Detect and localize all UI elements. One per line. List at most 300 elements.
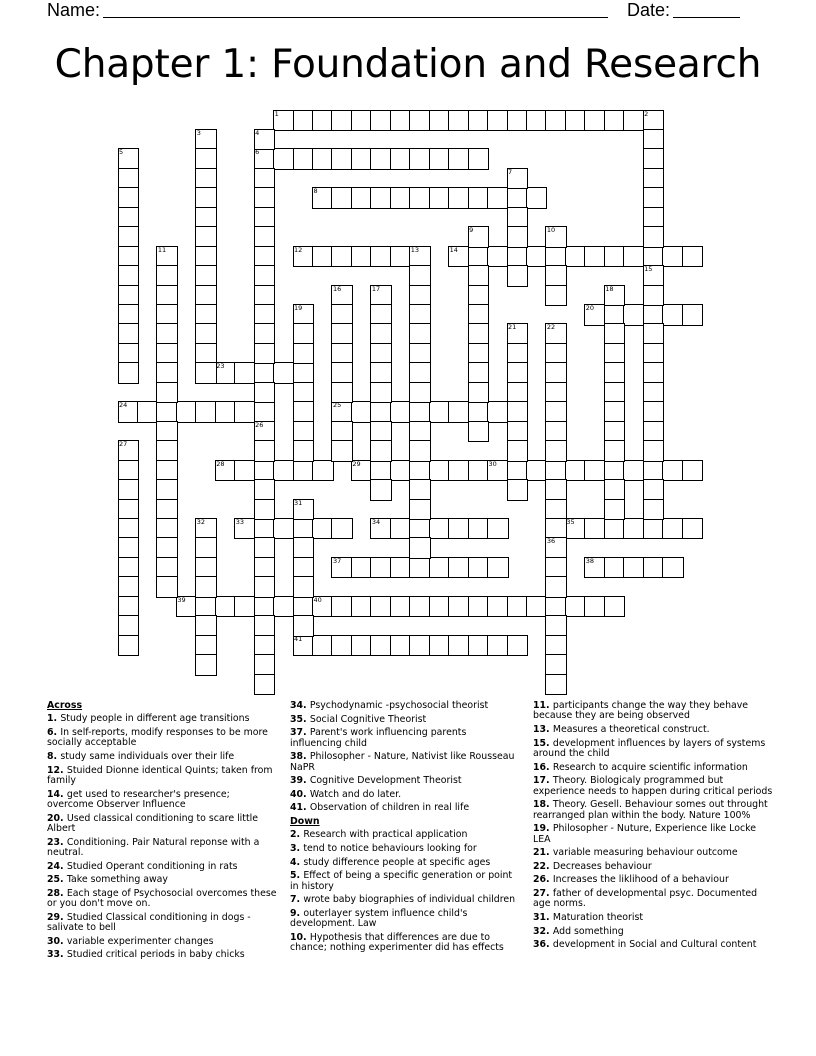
grid-cell[interactable] xyxy=(468,187,490,209)
grid-cell[interactable] xyxy=(643,323,665,345)
grid-cell[interactable] xyxy=(254,479,276,501)
grid-cell[interactable] xyxy=(545,265,567,287)
grid-cell[interactable] xyxy=(195,187,217,209)
grid-cell[interactable] xyxy=(526,110,548,132)
grid-cell[interactable] xyxy=(643,421,665,443)
grid-cell[interactable] xyxy=(293,460,315,482)
grid-cell[interactable] xyxy=(409,110,431,132)
grid-cell[interactable] xyxy=(118,499,140,521)
grid-cell[interactable] xyxy=(312,635,334,657)
grid-cell[interactable] xyxy=(331,421,353,443)
grid-cell[interactable] xyxy=(623,304,645,326)
grid-cell[interactable] xyxy=(195,168,217,190)
grid-cell[interactable] xyxy=(643,304,665,326)
grid-cell[interactable] xyxy=(254,557,276,579)
grid-cell[interactable] xyxy=(118,246,140,268)
grid-cell[interactable] xyxy=(604,499,626,521)
grid-cell[interactable] xyxy=(584,596,606,618)
grid-cell[interactable] xyxy=(429,518,451,540)
grid-cell[interactable] xyxy=(293,596,315,618)
grid-cell[interactable] xyxy=(137,401,159,423)
grid-cell[interactable] xyxy=(156,557,178,579)
grid-cell[interactable] xyxy=(643,207,665,229)
grid-cell[interactable] xyxy=(545,421,567,443)
grid-cell[interactable] xyxy=(604,421,626,443)
grid-cell[interactable] xyxy=(682,304,704,326)
grid-cell[interactable] xyxy=(545,615,567,637)
grid-cell[interactable] xyxy=(351,187,373,209)
grid-cell[interactable] xyxy=(487,246,509,268)
grid-cell[interactable] xyxy=(604,382,626,404)
grid-cell[interactable] xyxy=(507,460,529,482)
grid-cell[interactable] xyxy=(448,518,470,540)
grid-cell[interactable] xyxy=(156,304,178,326)
grid-cell[interactable] xyxy=(293,557,315,579)
grid-cell[interactable] xyxy=(409,499,431,521)
grid-cell[interactable] xyxy=(156,265,178,287)
grid-cell[interactable] xyxy=(254,246,276,268)
grid-cell[interactable] xyxy=(409,596,431,618)
grid-cell[interactable] xyxy=(254,674,276,696)
grid-cell[interactable] xyxy=(507,207,529,229)
grid-cell[interactable] xyxy=(604,479,626,501)
grid-cell[interactable] xyxy=(545,285,567,307)
grid-cell[interactable] xyxy=(273,518,295,540)
grid-cell[interactable] xyxy=(545,576,567,598)
grid-cell[interactable] xyxy=(409,635,431,657)
grid-cell[interactable] xyxy=(156,576,178,598)
grid-cell[interactable] xyxy=(643,246,665,268)
grid-cell[interactable] xyxy=(468,362,490,384)
grid-cell[interactable] xyxy=(448,557,470,579)
grid-cell[interactable] xyxy=(254,518,276,540)
grid-cell[interactable] xyxy=(195,537,217,559)
grid-cell[interactable] xyxy=(293,615,315,637)
grid-cell[interactable] xyxy=(409,557,431,579)
grid-cell[interactable] xyxy=(409,362,431,384)
grid-cell[interactable] xyxy=(409,421,431,443)
grid-cell[interactable] xyxy=(331,440,353,462)
grid-cell[interactable] xyxy=(195,226,217,248)
grid-cell[interactable] xyxy=(507,265,529,287)
grid-cell[interactable] xyxy=(584,518,606,540)
grid-cell[interactable] xyxy=(390,596,412,618)
grid-cell[interactable] xyxy=(195,285,217,307)
grid-cell[interactable] xyxy=(604,596,626,618)
grid-cell[interactable] xyxy=(351,596,373,618)
grid-cell[interactable] xyxy=(468,635,490,657)
grid-cell[interactable] xyxy=(545,382,567,404)
grid-cell[interactable] xyxy=(604,246,626,268)
grid-cell[interactable] xyxy=(623,246,645,268)
grid-cell[interactable] xyxy=(545,518,567,540)
grid-cell[interactable] xyxy=(370,246,392,268)
grid-cell[interactable] xyxy=(254,460,276,482)
grid-cell[interactable] xyxy=(370,148,392,170)
grid-cell[interactable] xyxy=(507,246,529,268)
grid-cell[interactable] xyxy=(273,362,295,384)
grid-cell[interactable] xyxy=(118,168,140,190)
grid-cell[interactable] xyxy=(429,187,451,209)
grid-cell[interactable] xyxy=(254,304,276,326)
grid-cell[interactable] xyxy=(156,343,178,365)
grid-cell[interactable] xyxy=(468,421,490,443)
grid-cell[interactable] xyxy=(293,323,315,345)
grid-cell[interactable] xyxy=(448,460,470,482)
grid-cell[interactable] xyxy=(390,635,412,657)
grid-cell[interactable] xyxy=(507,226,529,248)
grid-cell[interactable] xyxy=(643,479,665,501)
grid-cell[interactable] xyxy=(293,440,315,462)
grid-cell[interactable] xyxy=(293,401,315,423)
grid-cell[interactable] xyxy=(448,596,470,618)
grid-cell[interactable] xyxy=(312,460,334,482)
grid-cell[interactable] xyxy=(215,596,237,618)
grid-cell[interactable] xyxy=(545,635,567,657)
grid-cell[interactable] xyxy=(468,285,490,307)
grid-cell[interactable] xyxy=(545,654,567,676)
grid-cell[interactable] xyxy=(370,110,392,132)
grid-cell[interactable] xyxy=(195,362,217,384)
grid-cell[interactable] xyxy=(409,479,431,501)
grid-cell[interactable] xyxy=(468,304,490,326)
grid-cell[interactable] xyxy=(468,323,490,345)
grid-cell[interactable] xyxy=(604,110,626,132)
grid-cell[interactable] xyxy=(507,382,529,404)
grid-cell[interactable] xyxy=(643,187,665,209)
grid-cell[interactable] xyxy=(195,635,217,657)
grid-cell[interactable] xyxy=(682,246,704,268)
grid-cell[interactable] xyxy=(507,421,529,443)
grid-cell[interactable] xyxy=(254,615,276,637)
grid-cell[interactable] xyxy=(662,246,684,268)
grid-cell[interactable] xyxy=(370,343,392,365)
grid-cell[interactable] xyxy=(195,654,217,676)
grid-cell[interactable] xyxy=(156,285,178,307)
grid-cell[interactable] xyxy=(662,460,684,482)
grid-cell[interactable] xyxy=(156,460,178,482)
grid-cell[interactable] xyxy=(118,226,140,248)
grid-cell[interactable] xyxy=(156,382,178,404)
grid-cell[interactable] xyxy=(254,635,276,657)
grid-cell[interactable] xyxy=(370,440,392,462)
grid-cell[interactable] xyxy=(643,401,665,423)
grid-cell[interactable] xyxy=(507,596,529,618)
grid-cell[interactable] xyxy=(118,343,140,365)
grid-cell[interactable] xyxy=(293,576,315,598)
grid-cell[interactable] xyxy=(273,460,295,482)
grid-cell[interactable] xyxy=(370,421,392,443)
grid-cell[interactable] xyxy=(429,460,451,482)
grid-cell[interactable] xyxy=(370,635,392,657)
grid-cell[interactable] xyxy=(409,460,431,482)
grid-cell[interactable] xyxy=(234,596,256,618)
grid-cell[interactable] xyxy=(254,401,276,423)
grid-cell[interactable] xyxy=(662,518,684,540)
grid-cell[interactable] xyxy=(195,615,217,637)
grid-cell[interactable] xyxy=(254,187,276,209)
grid-cell[interactable] xyxy=(195,596,217,618)
grid-cell[interactable] xyxy=(293,362,315,384)
grid-cell[interactable] xyxy=(526,187,548,209)
grid-cell[interactable] xyxy=(293,537,315,559)
grid-cell[interactable] xyxy=(545,499,567,521)
grid-cell[interactable] xyxy=(604,460,626,482)
grid-cell[interactable] xyxy=(331,343,353,365)
grid-cell[interactable] xyxy=(429,110,451,132)
grid-cell[interactable] xyxy=(565,110,587,132)
grid-cell[interactable] xyxy=(409,343,431,365)
grid-cell[interactable] xyxy=(118,265,140,287)
grid-cell[interactable] xyxy=(468,518,490,540)
grid-cell[interactable] xyxy=(118,304,140,326)
grid-cell[interactable] xyxy=(545,674,567,696)
grid-cell[interactable] xyxy=(643,285,665,307)
grid-cell[interactable] xyxy=(370,382,392,404)
grid-cell[interactable] xyxy=(526,246,548,268)
grid-cell[interactable] xyxy=(156,421,178,443)
grid-cell[interactable] xyxy=(118,635,140,657)
grid-cell[interactable] xyxy=(643,343,665,365)
grid-cell[interactable] xyxy=(273,596,295,618)
grid-cell[interactable] xyxy=(331,635,353,657)
grid-cell[interactable] xyxy=(156,499,178,521)
grid-cell[interactable] xyxy=(118,479,140,501)
grid-cell[interactable] xyxy=(545,596,567,618)
grid-cell[interactable] xyxy=(293,382,315,404)
grid-cell[interactable] xyxy=(118,285,140,307)
grid-cell[interactable] xyxy=(468,148,490,170)
grid-cell[interactable] xyxy=(118,187,140,209)
grid-cell[interactable] xyxy=(254,382,276,404)
grid-cell[interactable] xyxy=(448,148,470,170)
grid-cell[interactable] xyxy=(390,246,412,268)
grid-cell[interactable] xyxy=(604,401,626,423)
grid-cell[interactable] xyxy=(156,518,178,540)
grid-cell[interactable] xyxy=(195,343,217,365)
grid-cell[interactable] xyxy=(409,285,431,307)
grid-cell[interactable] xyxy=(584,110,606,132)
grid-cell[interactable] xyxy=(409,304,431,326)
grid-cell[interactable] xyxy=(254,362,276,384)
grid-cell[interactable] xyxy=(118,460,140,482)
grid-cell[interactable] xyxy=(156,479,178,501)
grid-cell[interactable] xyxy=(254,207,276,229)
grid-cell[interactable] xyxy=(545,343,567,365)
grid-cell[interactable] xyxy=(643,148,665,170)
grid-cell[interactable] xyxy=(545,401,567,423)
grid-cell[interactable] xyxy=(643,499,665,521)
grid-cell[interactable] xyxy=(507,343,529,365)
grid-cell[interactable] xyxy=(429,596,451,618)
grid-cell[interactable] xyxy=(545,557,567,579)
grid-cell[interactable] xyxy=(409,401,431,423)
grid-cell[interactable] xyxy=(254,576,276,598)
grid-cell[interactable] xyxy=(507,401,529,423)
grid-cell[interactable] xyxy=(507,479,529,501)
grid-cell[interactable] xyxy=(604,557,626,579)
grid-cell[interactable] xyxy=(254,168,276,190)
grid-cell[interactable] xyxy=(682,518,704,540)
grid-cell[interactable] xyxy=(254,654,276,676)
grid-cell[interactable] xyxy=(156,362,178,384)
grid-cell[interactable] xyxy=(331,110,353,132)
grid-cell[interactable] xyxy=(409,187,431,209)
grid-cell[interactable] xyxy=(254,285,276,307)
grid-cell[interactable] xyxy=(293,518,315,540)
grid-cell[interactable] xyxy=(331,362,353,384)
grid-cell[interactable] xyxy=(526,596,548,618)
grid-cell[interactable] xyxy=(584,460,606,482)
grid-cell[interactable] xyxy=(507,362,529,384)
grid-cell[interactable] xyxy=(429,401,451,423)
grid-cell[interactable] xyxy=(118,576,140,598)
grid-cell[interactable] xyxy=(390,557,412,579)
grid-cell[interactable] xyxy=(254,343,276,365)
grid-cell[interactable] xyxy=(195,207,217,229)
grid-cell[interactable] xyxy=(468,460,490,482)
grid-cell[interactable] xyxy=(643,226,665,248)
grid-cell[interactable] xyxy=(351,148,373,170)
grid-cell[interactable] xyxy=(662,557,684,579)
grid-cell[interactable] xyxy=(487,401,509,423)
grid-cell[interactable] xyxy=(118,615,140,637)
grid-cell[interactable] xyxy=(507,110,529,132)
grid-cell[interactable] xyxy=(370,187,392,209)
grid-cell[interactable] xyxy=(390,187,412,209)
grid-cell[interactable] xyxy=(118,557,140,579)
grid-cell[interactable] xyxy=(195,265,217,287)
grid-cell[interactable] xyxy=(409,537,431,559)
grid-cell[interactable] xyxy=(468,557,490,579)
grid-cell[interactable] xyxy=(331,596,353,618)
grid-cell[interactable] xyxy=(623,557,645,579)
grid-cell[interactable] xyxy=(468,246,490,268)
grid-cell[interactable] xyxy=(351,557,373,579)
grid-cell[interactable] xyxy=(507,187,529,209)
grid-cell[interactable] xyxy=(118,323,140,345)
grid-cell[interactable] xyxy=(370,596,392,618)
grid-cell[interactable] xyxy=(331,518,353,540)
grid-cell[interactable] xyxy=(195,246,217,268)
grid-cell[interactable] xyxy=(312,110,334,132)
grid-cell[interactable] xyxy=(312,518,334,540)
grid-cell[interactable] xyxy=(682,460,704,482)
grid-cell[interactable] xyxy=(643,168,665,190)
grid-cell[interactable] xyxy=(662,304,684,326)
grid-cell[interactable] xyxy=(487,557,509,579)
grid-cell[interactable] xyxy=(118,537,140,559)
grid-cell[interactable] xyxy=(293,148,315,170)
grid-cell[interactable] xyxy=(643,362,665,384)
grid-cell[interactable] xyxy=(273,148,295,170)
grid-cell[interactable] xyxy=(507,635,529,657)
grid-cell[interactable] xyxy=(545,440,567,462)
grid-cell[interactable] xyxy=(390,518,412,540)
grid-cell[interactable] xyxy=(565,460,587,482)
grid-cell[interactable] xyxy=(254,226,276,248)
grid-cell[interactable] xyxy=(545,479,567,501)
grid-cell[interactable] xyxy=(545,110,567,132)
grid-cell[interactable] xyxy=(468,110,490,132)
grid-cell[interactable] xyxy=(234,401,256,423)
grid-cell[interactable] xyxy=(293,343,315,365)
grid-cell[interactable] xyxy=(429,557,451,579)
grid-cell[interactable] xyxy=(604,323,626,345)
grid-cell[interactable] xyxy=(351,635,373,657)
grid-cell[interactable] xyxy=(254,537,276,559)
grid-cell[interactable] xyxy=(370,362,392,384)
grid-cell[interactable] xyxy=(487,635,509,657)
grid-cell[interactable] xyxy=(604,440,626,462)
grid-cell[interactable] xyxy=(409,382,431,404)
grid-cell[interactable] xyxy=(507,440,529,462)
grid-cell[interactable] xyxy=(351,401,373,423)
grid-cell[interactable] xyxy=(526,460,548,482)
grid-cell[interactable] xyxy=(195,323,217,345)
grid-cell[interactable] xyxy=(195,304,217,326)
grid-cell[interactable] xyxy=(156,537,178,559)
grid-cell[interactable] xyxy=(584,246,606,268)
grid-cell[interactable] xyxy=(390,110,412,132)
grid-cell[interactable] xyxy=(565,246,587,268)
grid-cell[interactable] xyxy=(118,207,140,229)
grid-cell[interactable] xyxy=(643,382,665,404)
grid-cell[interactable] xyxy=(195,576,217,598)
grid-cell[interactable] xyxy=(604,362,626,384)
grid-cell[interactable] xyxy=(293,421,315,443)
grid-cell[interactable] xyxy=(448,635,470,657)
grid-cell[interactable] xyxy=(545,460,567,482)
grid-cell[interactable] xyxy=(643,440,665,462)
grid-cell[interactable] xyxy=(565,596,587,618)
grid-cell[interactable] xyxy=(623,518,645,540)
grid-cell[interactable] xyxy=(331,323,353,345)
grid-cell[interactable] xyxy=(623,460,645,482)
grid-cell[interactable] xyxy=(156,440,178,462)
grid-cell[interactable] xyxy=(254,440,276,462)
grid-cell[interactable] xyxy=(118,362,140,384)
grid-cell[interactable] xyxy=(409,518,431,540)
grid-cell[interactable] xyxy=(195,401,217,423)
grid-cell[interactable] xyxy=(487,187,509,209)
grid-cell[interactable] xyxy=(545,246,567,268)
grid-cell[interactable] xyxy=(331,304,353,326)
grid-cell[interactable] xyxy=(254,499,276,521)
grid-cell[interactable] xyxy=(370,479,392,501)
grid-cell[interactable] xyxy=(468,382,490,404)
grid-cell[interactable] xyxy=(118,596,140,618)
grid-cell[interactable] xyxy=(448,110,470,132)
grid-cell[interactable] xyxy=(234,460,256,482)
grid-cell[interactable] xyxy=(254,596,276,618)
grid-cell[interactable] xyxy=(254,265,276,287)
grid-cell[interactable] xyxy=(254,323,276,345)
grid-cell[interactable] xyxy=(156,323,178,345)
grid-cell[interactable] xyxy=(448,401,470,423)
grid-cell[interactable] xyxy=(487,518,509,540)
grid-cell[interactable] xyxy=(331,246,353,268)
grid-cell[interactable] xyxy=(643,518,665,540)
grid-cell[interactable] xyxy=(176,401,198,423)
grid-cell[interactable] xyxy=(409,148,431,170)
grid-cell[interactable] xyxy=(390,460,412,482)
grid-cell[interactable] xyxy=(118,518,140,540)
grid-cell[interactable] xyxy=(390,148,412,170)
grid-cell[interactable] xyxy=(234,362,256,384)
grid-cell[interactable] xyxy=(468,343,490,365)
grid-cell[interactable] xyxy=(448,187,470,209)
